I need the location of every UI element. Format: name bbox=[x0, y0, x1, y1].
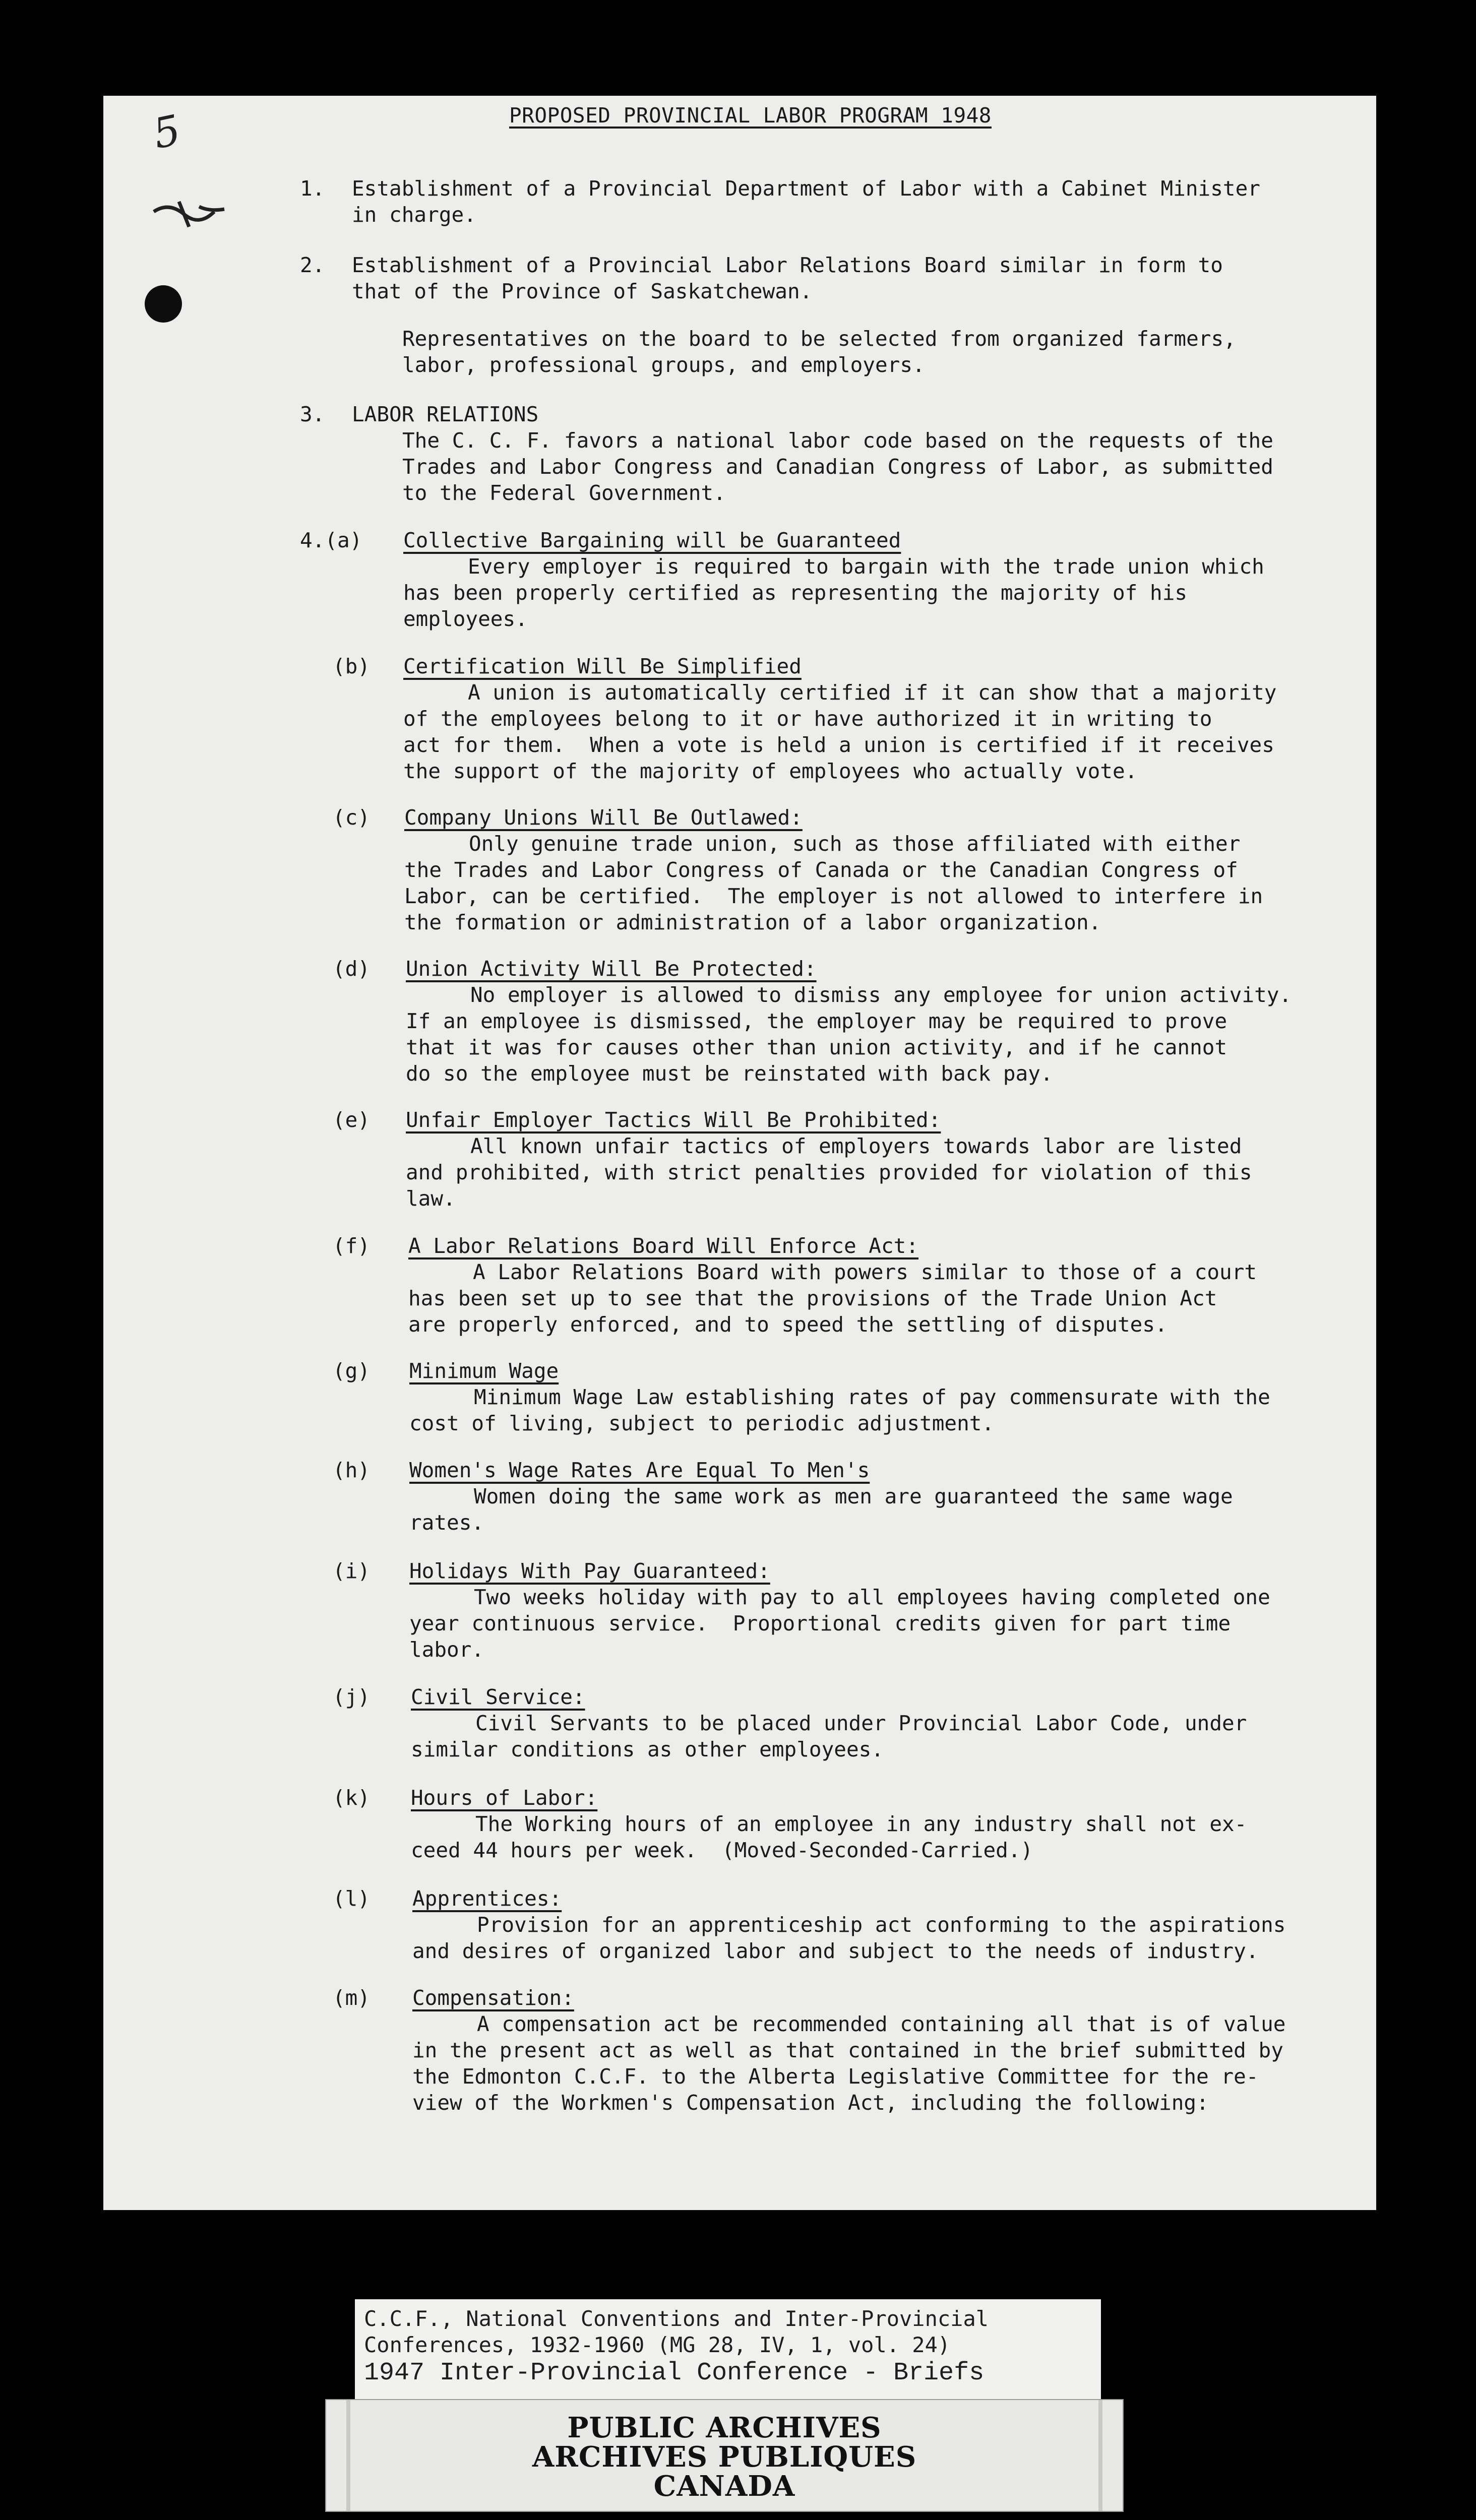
section-line: in the present act as well as that contained in the brief submitted by bbox=[412, 2038, 1283, 2062]
handwritten-margin-number: 5 bbox=[149, 106, 185, 159]
section-line: rates. bbox=[409, 1510, 484, 1535]
section-label: 4.(a) bbox=[300, 528, 362, 552]
section-line: Labor, can be certified. The employer is not allowed to interfere in bbox=[404, 884, 1263, 908]
section-line: Civil Servants to be placed under Provincial Labor Code, under bbox=[475, 1711, 1247, 1735]
section-line: and prohibited, with strict penalties provided for violation of this bbox=[406, 1160, 1252, 1184]
section-line: has been set up to see that the provisions of the Trade Union Act bbox=[408, 1286, 1217, 1310]
section-heading: Union Activity Will Be Protected: bbox=[406, 957, 817, 981]
section-label: (d) bbox=[333, 957, 371, 981]
section-line: similar conditions as other employees. bbox=[411, 1737, 884, 1761]
section-line: If an employee is dismissed, the employer may be required to prove bbox=[406, 1009, 1227, 1033]
section-line: the support of the majority of employees who actually vote. bbox=[403, 759, 1138, 783]
section-line: and desires of organized labor and subject to the needs of industry. bbox=[412, 1939, 1259, 1963]
section-line: act for them. When a vote is held a union is certified if it receives bbox=[403, 733, 1274, 757]
item-number: 1. bbox=[300, 176, 325, 201]
section-line: of the employees belong to it or have authorized it in writing to bbox=[403, 707, 1212, 731]
section-line: Only genuine trade union, such as those affiliated with either bbox=[469, 832, 1241, 856]
section-line: A Labor Relations Board with powers similar to those of a court bbox=[473, 1260, 1257, 1284]
section-label: (l) bbox=[333, 1886, 371, 1911]
archive-card-line-3: 1947 Inter-Provincial Conference - Briefs bbox=[364, 2359, 985, 2387]
section-line: are properly enforced, and to speed the settling of disputes. bbox=[408, 1312, 1167, 1337]
section-label: (j) bbox=[333, 1685, 371, 1709]
section-heading: Women's Wage Rates Are Equal To Men's bbox=[409, 1458, 870, 1482]
section-line: All known unfair tactics of employers towards labor are listed bbox=[470, 1134, 1242, 1158]
section-label: (k) bbox=[333, 1786, 371, 1810]
item-number: 2. bbox=[300, 253, 325, 277]
section-line: Every employer is required to bargain with the trade union which bbox=[468, 554, 1264, 579]
section-heading: Collective Bargaining will be Guaranteed bbox=[403, 528, 901, 552]
section-line: do so the employee must be reinstated with back pay. bbox=[406, 1061, 1053, 1086]
section-line: The Working hours of an employee in any industry shall not ex- bbox=[475, 1812, 1247, 1836]
section-line: A compensation act be recommended containing all that is of value bbox=[477, 2012, 1286, 2036]
archive-card-line-2: Conferences, 1932-1960 (MG 28, IV, 1, vol. 24) bbox=[364, 2333, 951, 2357]
section-line: labor. bbox=[409, 1637, 484, 1662]
item-number: 3. bbox=[300, 402, 325, 426]
section-line: cost of living, subject to periodic adjustment. bbox=[409, 1411, 995, 1435]
section-label: (b) bbox=[333, 654, 371, 678]
section-label: (f) bbox=[333, 1234, 371, 1258]
item-line: to the Federal Government. bbox=[402, 481, 726, 505]
section-heading: Company Unions Will Be Outlawed: bbox=[404, 805, 803, 830]
stamp-line-3: CANADA bbox=[653, 2470, 795, 2503]
handwritten-scribble-icon bbox=[149, 192, 234, 237]
section-heading: Apprentices: bbox=[412, 1886, 562, 1911]
section-label: (c) bbox=[333, 805, 371, 830]
section-line: law. bbox=[406, 1186, 456, 1211]
section-line: ceed 44 hours per week. (Moved-Seconded-Carried.) bbox=[411, 1838, 1033, 1862]
section-line: view of the Workmen's Compensation Act, including the following: bbox=[412, 2091, 1209, 2115]
archive-card-line-1: C.C.F., National Conventions and Inter-Provincial bbox=[364, 2306, 989, 2331]
section-line: the Edmonton C.C.F. to the Alberta Legislative Committee for the re- bbox=[412, 2064, 1259, 2089]
item-line: Establishment of a Provincial Department of Labor with a Cabinet Minister bbox=[352, 176, 1260, 201]
section-heading: Hours of Labor: bbox=[411, 1786, 598, 1810]
item-line: The C. C. F. favors a national labor code based on the requests of the bbox=[402, 428, 1273, 453]
section-heading: Certification Will Be Simplified bbox=[403, 654, 802, 678]
section-line: employees. bbox=[403, 607, 528, 631]
item-line: Trades and Labor Congress and Canadian Congress of Labor, as submitted bbox=[402, 455, 1273, 479]
item-heading: LABOR RELATIONS bbox=[352, 402, 539, 426]
archive-reference-card bbox=[355, 2299, 1101, 2406]
document-title: PROPOSED PROVINCIAL LABOR PROGRAM 1948 bbox=[509, 103, 992, 128]
punch-hole-mark bbox=[145, 285, 182, 323]
section-label: (g) bbox=[333, 1359, 371, 1383]
stamp-line-2: ARCHIVES PUBLIQUES bbox=[532, 2440, 917, 2474]
item-subline: labor, professional groups, and employers. bbox=[402, 353, 925, 377]
section-line: the Trades and Labor Congress of Canada or the Canadian Congress of bbox=[404, 858, 1238, 882]
section-heading: A Labor Relations Board Will Enforce Act: bbox=[408, 1234, 919, 1258]
section-heading: Civil Service: bbox=[411, 1685, 585, 1709]
section-label: (m) bbox=[333, 1986, 371, 2010]
section-heading: Unfair Employer Tactics Will Be Prohibited: bbox=[406, 1108, 941, 1132]
section-line: Provision for an apprenticeship act conforming to the aspirations bbox=[477, 1913, 1286, 1937]
section-line: the formation or administration of a labor organization. bbox=[404, 910, 1101, 934]
public-archives-stamp bbox=[325, 2399, 1124, 2512]
section-line: that it was for causes other than union activity, and if he cannot bbox=[406, 1035, 1227, 1059]
item-line: Establishment of a Provincial Labor Relations Board similar in form to bbox=[352, 253, 1223, 277]
item-line: that of the Province of Saskatchewan. bbox=[352, 279, 813, 303]
section-line: A union is automatically certified if it can show that a majority bbox=[468, 680, 1277, 705]
section-label: (h) bbox=[333, 1458, 371, 1482]
section-line: Women doing the same work as men are guaranteed the same wage bbox=[474, 1484, 1233, 1508]
section-label: (i) bbox=[333, 1559, 371, 1583]
item-line: in charge. bbox=[352, 203, 476, 227]
section-line: Minimum Wage Law establishing rates of pay commensurate with the bbox=[474, 1385, 1270, 1409]
section-heading: Holidays With Pay Guaranteed: bbox=[409, 1559, 770, 1583]
section-heading: Compensation: bbox=[412, 1986, 574, 2010]
stamp-line-1: PUBLIC ARCHIVES bbox=[567, 2411, 882, 2444]
section-heading: Minimum Wage bbox=[409, 1359, 559, 1383]
section-line: Two weeks holiday with pay to all employees having completed one bbox=[474, 1585, 1270, 1609]
section-line: No employer is allowed to dismiss any employee for union activity. bbox=[470, 983, 1292, 1007]
section-label: (e) bbox=[333, 1108, 371, 1132]
section-line: has been properly certified as representing the majority of his bbox=[403, 581, 1188, 605]
section-line: year continuous service. Proportional credits given for part time bbox=[409, 1611, 1231, 1635]
item-subline: Representatives on the board to be selected from organized farmers, bbox=[402, 327, 1236, 351]
